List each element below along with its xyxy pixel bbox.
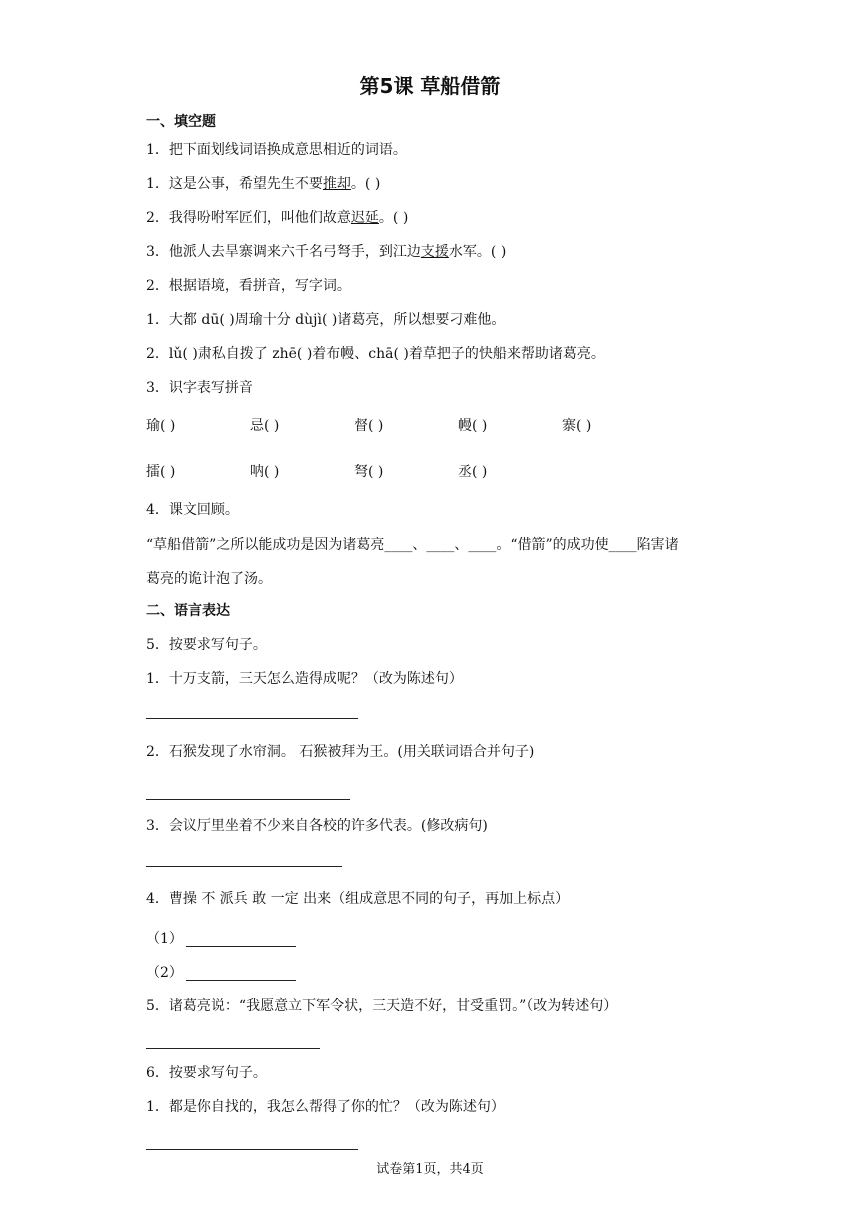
answer-line[interactable] xyxy=(146,1149,358,1150)
item-text: 1．这是公事，希望先生不要 xyxy=(146,176,323,192)
question-5-prompt: 5．按要求写句子。 xyxy=(146,637,267,653)
question-1-item-3 xyxy=(146,242,506,262)
answer-line[interactable] xyxy=(146,1048,320,1049)
page-footer: 试卷第1页，共4页 xyxy=(376,1162,484,1177)
pinyin-cell[interactable]: 呐( ) xyxy=(250,464,280,480)
question-6-item-1: 1．都是你自找的，我怎么帮得了你的忙？（改为陈述句） xyxy=(146,1099,505,1115)
section-heading-fill-in: 一、填空题 xyxy=(146,114,216,130)
question-2-line-1[interactable]: 1．大都 dū( )周瑜十分 dùjì( )诸葛亮，所以想要刁难他。 xyxy=(146,312,506,328)
question-5-item-5: 5．诸葛亮说：“我愿意立下军令状，三天造不好，甘受重罚。”（改为转述句） xyxy=(146,998,618,1014)
pinyin-cell[interactable]: 擂( ) xyxy=(146,464,176,480)
answer-line[interactable] xyxy=(146,799,350,800)
question-5-item-3: 3．会议厅里坐着不少来自各校的许多代表。(修改病句) xyxy=(146,818,488,834)
pinyin-cell[interactable]: 督( ) xyxy=(354,418,384,434)
question-1-prompt: 1．把下面划线词语换成意思相近的词语。 xyxy=(146,142,407,158)
answer-line[interactable] xyxy=(186,946,296,947)
pinyin-cell[interactable]: 幔( ) xyxy=(458,418,488,434)
answer-line[interactable] xyxy=(146,718,358,719)
pinyin-cell[interactable]: 寨( ) xyxy=(562,418,592,434)
pinyin-cell[interactable]: 瑜( ) xyxy=(146,418,176,434)
question-2-line-2[interactable]: 2．lǔ( )肃私自拨了 zhē( )着布幔、chā( )着草把子的快船来帮助诸葛亮。 xyxy=(146,346,605,362)
question-3-prompt: 3．识字表写拼音 xyxy=(146,380,253,396)
question-4-prompt: 4．课文回顾。 xyxy=(146,502,239,518)
answer-line[interactable] xyxy=(146,866,342,867)
question-1-item-2 xyxy=(146,208,408,228)
question-4-line-2: 葛亮的诡计泡了汤。 xyxy=(146,571,272,587)
question-4-line-1[interactable]: “草船借箭”之所以能成功是因为诸葛亮____、____、____。“借箭”的成功使____陷害诸 xyxy=(146,537,679,553)
question-5-item-2: 2．石猴发现了水帘洞。 石猴被拜为王。(用关联词语合并句子) xyxy=(146,744,535,760)
item-text: 2．我得吩咐军匠们，叫他们故意 xyxy=(146,210,351,226)
page-title: 第5课 草船借箭 xyxy=(359,74,501,98)
pinyin-cell[interactable]: 丞( ) xyxy=(458,464,488,480)
answer-parens[interactable]: 。( ) xyxy=(350,176,381,192)
answer-parens[interactable]: 水军。( ) xyxy=(448,244,507,260)
question-1-item-1 xyxy=(146,174,380,194)
pinyin-cell[interactable]: 忌( ) xyxy=(250,418,280,434)
item-text: 3．他派人去旱寨调来六千名弓弩手，到江边 xyxy=(146,244,421,260)
answer-parens[interactable]: 。( ) xyxy=(378,210,409,226)
question-6-prompt: 6．按要求写句子。 xyxy=(146,1065,267,1081)
question-5-item-4: 4．曹操 不 派兵 敢 一定 出来（组成意思不同的句子，再加上标点） xyxy=(146,891,570,907)
question-2-prompt: 2．根据语境，看拼音，写字词。 xyxy=(146,278,351,294)
underlined-word: 支援 xyxy=(420,244,449,260)
section-heading-language: 二、语言表达 xyxy=(146,603,230,619)
question-5-item-1: 1．十万支箭，三天怎么造得成呢？（改为陈述句） xyxy=(146,671,463,687)
answer-line[interactable] xyxy=(186,980,296,981)
underlined-word: 推却 xyxy=(322,176,351,192)
sub-answer-label-2: （2） xyxy=(146,965,183,981)
sub-answer-label-1: （1） xyxy=(146,931,183,947)
underlined-word: 迟延 xyxy=(350,210,379,226)
pinyin-cell[interactable]: 弩( ) xyxy=(354,464,384,480)
